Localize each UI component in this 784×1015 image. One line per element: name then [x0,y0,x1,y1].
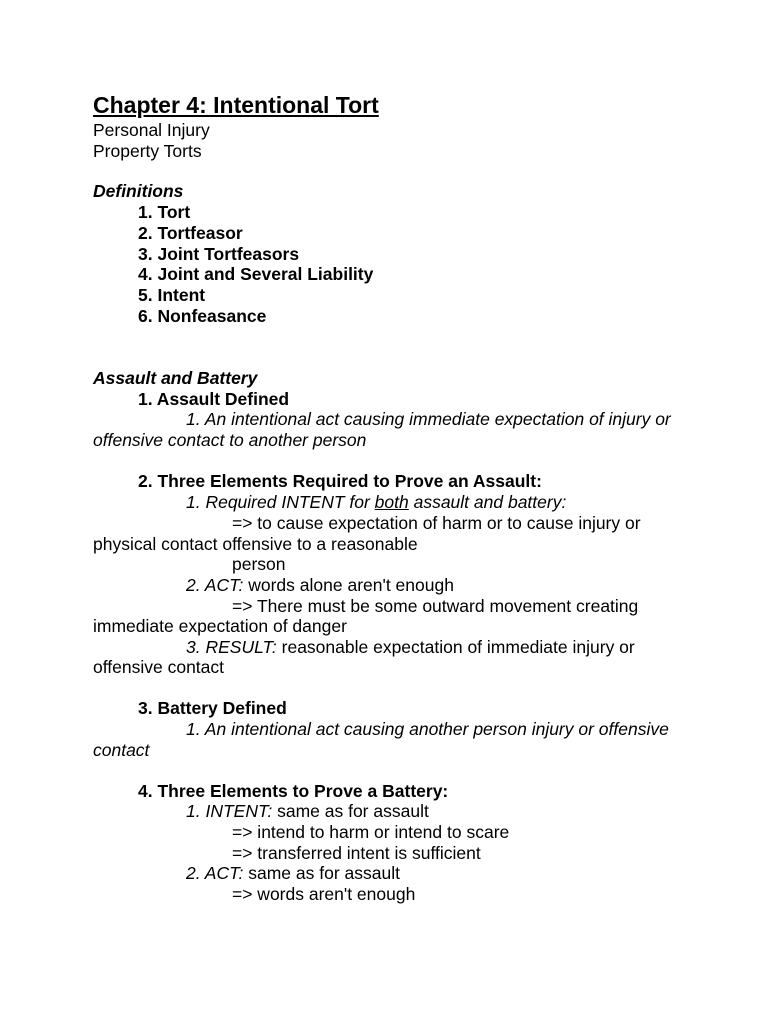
definition-item: 5. Intent [138,285,206,305]
battery-elements-heading: 4. Three Elements to Prove a Battery: [138,781,449,801]
intent-prefix: 1. Required INTENT for [186,492,375,512]
both-underlined: both [374,492,409,512]
battery-element-intent [186,801,429,821]
assault-elements-heading: 2. Three Elements Required to Prove an Assault: [138,471,542,491]
chapter-title: Chapter 4: Intentional Tort [93,92,379,118]
intent-detail-line: => to cause expectation of harm or to cause injury or [232,513,641,533]
act-label: 2. ACT: [186,575,244,595]
battery-definition-line: contact [93,740,150,760]
assault-element-act [186,575,454,595]
result-text: reasonable expectation of immediate injury or [276,637,635,657]
subtitle-personal-injury: Personal Injury [93,120,210,140]
battery-element-act [186,863,400,883]
intent-detail-line: => intend to harm or intend to scare [232,822,510,842]
act-text: words alone aren't enough [243,575,454,595]
definition-item: 2. Tortfeasor [138,223,243,243]
result-label: 3. RESULT: [186,637,277,657]
intent-detail-line: => transferred intent is sufficient [232,843,481,863]
act-text: same as for assault [243,863,400,883]
assault-battery-heading: Assault and Battery [93,368,258,388]
intent-detail-line: person [232,554,286,574]
battery-definition-line: 1. An intentional act causing another person injury or offensive [186,719,669,739]
definitions-heading: Definitions [93,181,184,201]
assault-defined-heading: 1. Assault Defined [138,389,290,409]
assault-definition-line: 1. An intentional act causing immediate expectation of injury or [186,409,671,429]
definition-item: 3. Joint Tortfeasors [138,244,300,264]
assault-element-result [186,637,635,657]
assault-definition-line: offensive contact to another person [93,430,367,450]
battery-defined-heading: 3. Battery Defined [138,698,287,718]
intent-text: same as for assault [272,801,429,821]
intent-detail-line: physical contact offensive to a reasonable [93,534,418,554]
act-detail-line: immediate expectation of danger [93,616,347,636]
definition-item: 6. Nonfeasance [138,306,267,326]
act-detail-line: => words aren't enough [232,884,416,904]
act-detail-line: => There must be some outward movement creating [232,596,639,616]
assault-element-intent [186,492,566,512]
subtitle-property-torts: Property Torts [93,141,202,161]
definition-item: 1. Tort [138,202,191,222]
intent-suffix: assault and battery: [408,492,567,512]
result-detail-line: offensive contact [93,657,225,677]
intent-label: 1. INTENT: [186,801,273,821]
definition-item: 4. Joint and Several Liability [138,264,374,284]
act-label: 2. ACT: [186,863,244,883]
